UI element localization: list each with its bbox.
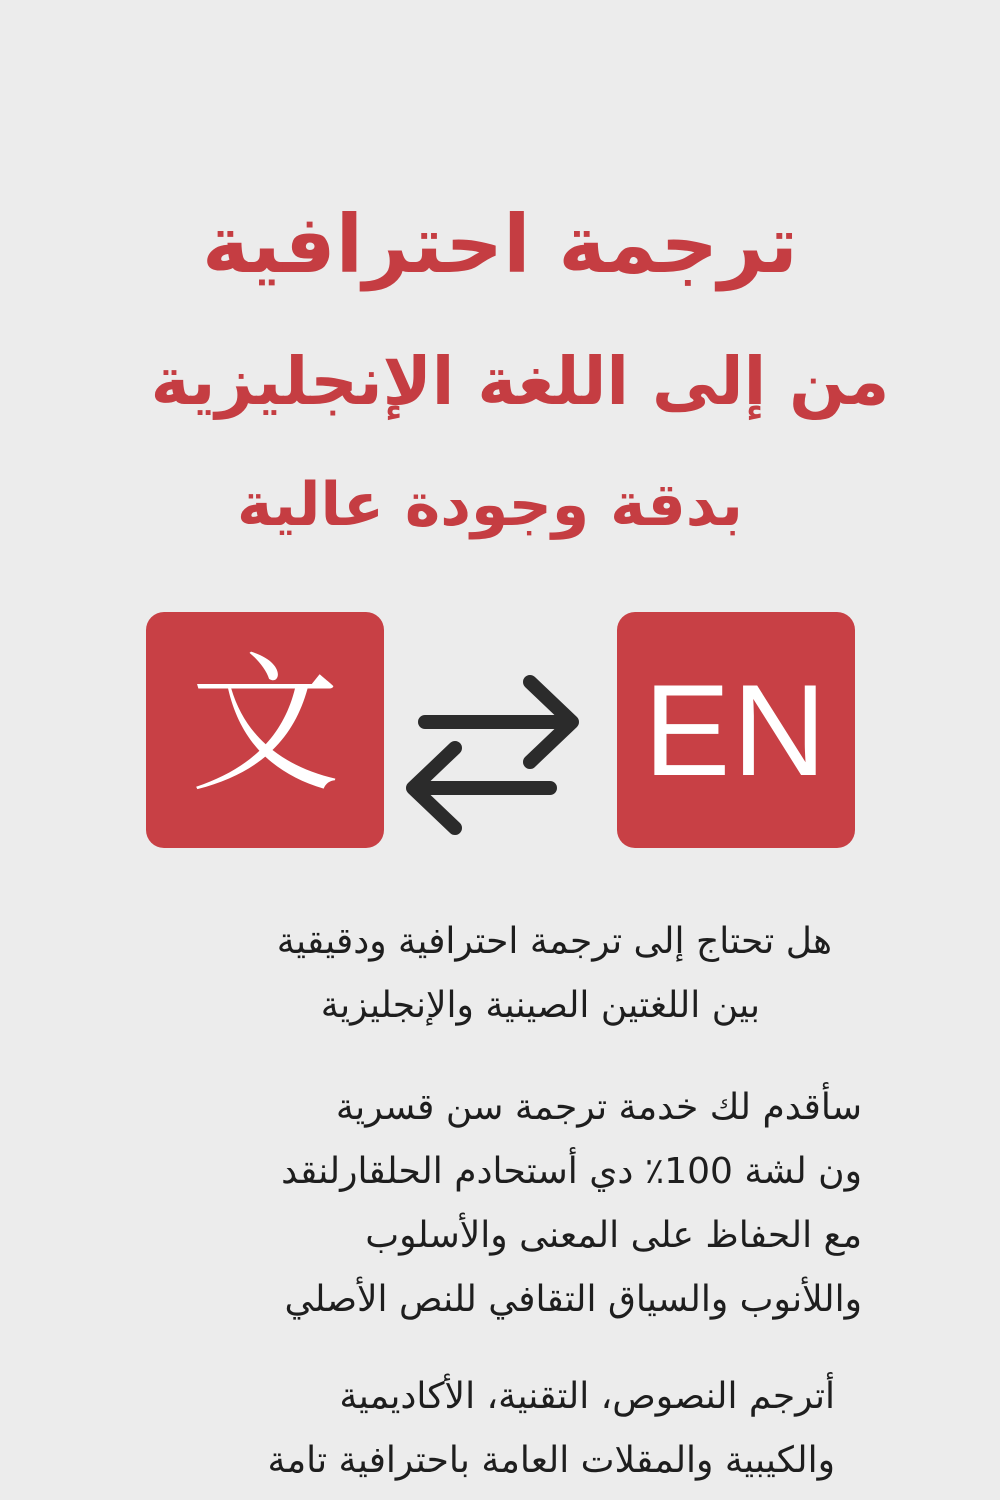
text-types-description bbox=[268, 1365, 835, 1493]
intro-question-line-2: بين اللغتين الصينية والإنجليزية bbox=[320, 985, 760, 1026]
intro-question-line-1: هل تحتاج إلى ترجمة احترافية ودقيقية bbox=[276, 921, 832, 962]
chinese-language-badge bbox=[146, 612, 384, 848]
service-description bbox=[281, 1076, 862, 1332]
text-types-line-1: أترجم النصوص، التقنية، الأكاديمية bbox=[339, 1376, 835, 1417]
chinese-character-icon: 文 bbox=[189, 639, 340, 813]
text-types-line-2: والكيبية والمقلات العامة باحترافية تامة bbox=[267, 1440, 835, 1481]
service-description-line-3: مع الحفاظ على المعنى والأسلوب bbox=[365, 1215, 862, 1256]
service-description-line-1: سأقدم لك خدمة ترجمة سن قسرية bbox=[335, 1087, 862, 1128]
intro-question bbox=[277, 910, 832, 1038]
service-description-line-2: ون لشة 100٪ دي أستحادم الحلقارلنقد bbox=[281, 1151, 862, 1192]
headline-line-3: بدقة وجودة عالية bbox=[237, 470, 743, 540]
swap-arrows-icon bbox=[400, 670, 600, 840]
english-language-badge bbox=[617, 612, 855, 848]
headline-line-2: من إلى اللغة الإنجليزية bbox=[150, 343, 890, 420]
english-icon: EN bbox=[643, 657, 829, 803]
headline-line-1: ترجمة احترافية bbox=[202, 198, 798, 291]
service-description-line-4: واللأنوب والسياق التقافي للنص الأصلي bbox=[284, 1279, 862, 1320]
